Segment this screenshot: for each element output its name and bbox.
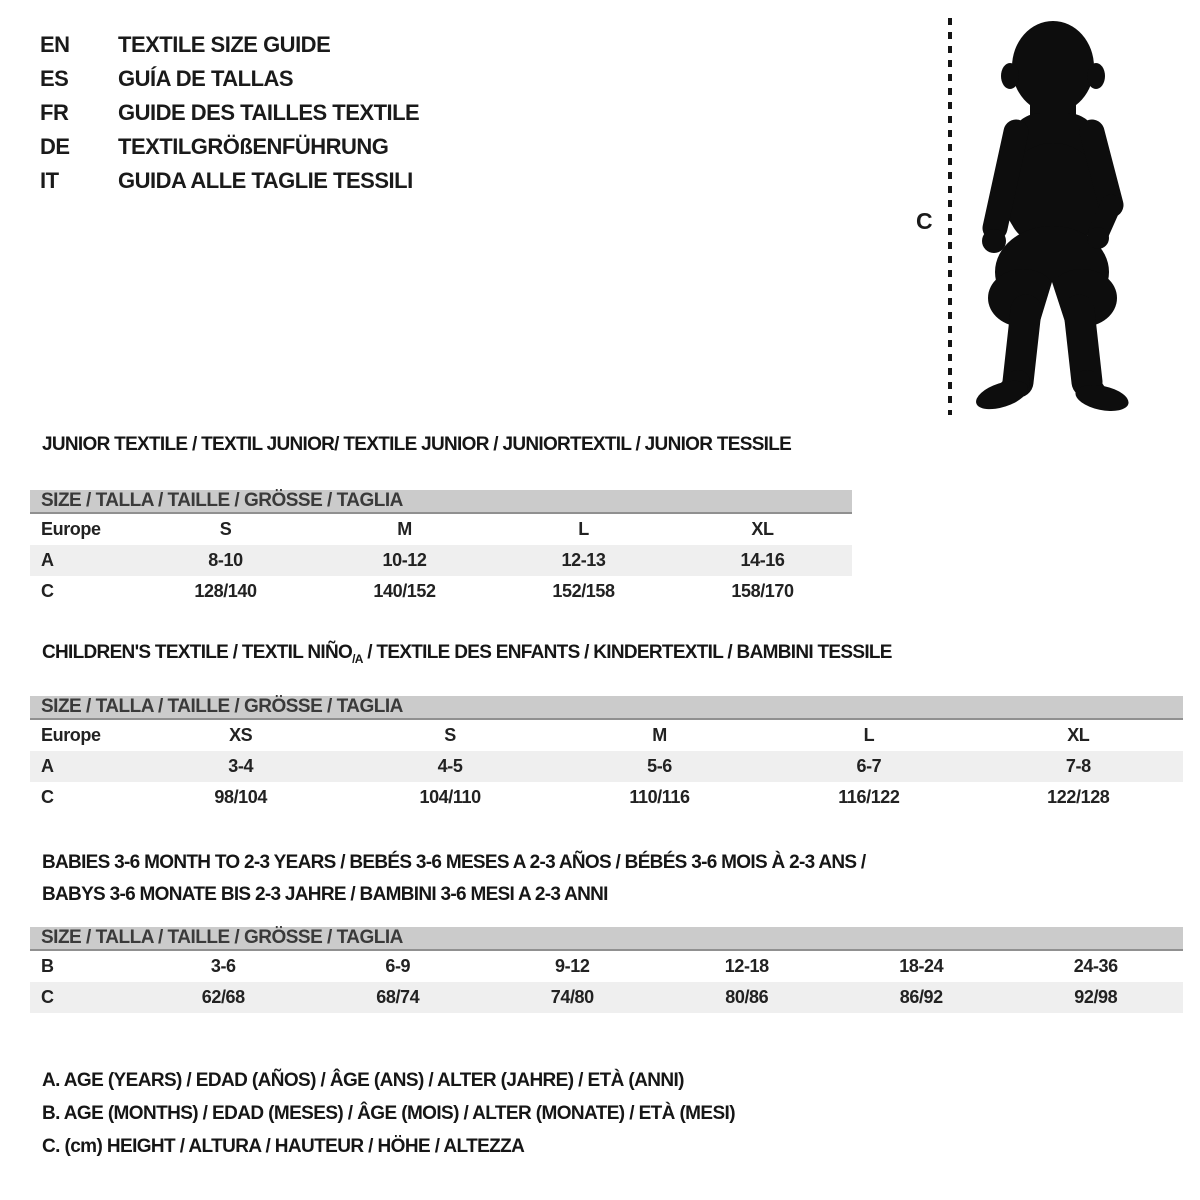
age-value: 14-16 — [740, 550, 785, 570]
size-value: XS — [229, 724, 253, 745]
height-value: 158/170 — [731, 581, 794, 601]
age-value: 7-8 — [1065, 755, 1091, 776]
section-title-junior: JUNIOR TEXTILE / TEXTIL JUNIOR/ TEXTILE JUNIOR / JUNIORTEXTIL / JUNIOR TESSILE — [42, 434, 792, 455]
months-value: 24-36 — [1073, 956, 1118, 976]
language-code: ES — [40, 66, 69, 91]
height-value: 80/86 — [725, 987, 769, 1007]
height-value: 104/110 — [419, 786, 481, 807]
guide-title-de: TEXTILGRÖßENFÜHRUNG — [118, 134, 389, 159]
months-value: 12-18 — [724, 956, 769, 976]
size-value: L — [863, 724, 875, 745]
size-header-label: SIZE / TALLA / TAILLE / GRÖSSE / TAGLIA — [41, 927, 403, 948]
section-title-children — [42, 641, 1183, 671]
age-value: 12-13 — [561, 550, 606, 570]
row-label: C — [41, 987, 54, 1007]
size-value: M — [652, 724, 667, 745]
size-value: L — [578, 519, 589, 539]
section-babies-textile — [30, 851, 1183, 1013]
table-row-age — [30, 545, 852, 576]
row-label: Europe — [41, 724, 101, 745]
guide-title-es: GUÍA DE TALLAS — [118, 66, 294, 91]
title-subscript: /A — [352, 651, 363, 666]
row-label: A — [41, 755, 54, 776]
age-value: 4-5 — [437, 755, 463, 776]
language-row-en — [40, 28, 419, 62]
language-row-de — [40, 130, 419, 164]
height-value: 68/74 — [376, 987, 420, 1007]
table-row-europe — [30, 720, 1183, 751]
section-children-textile — [30, 641, 1183, 813]
months-value: 18-24 — [899, 956, 944, 976]
row-label: C — [41, 786, 54, 807]
height-value: 110/116 — [629, 786, 690, 807]
size-value: S — [219, 519, 232, 539]
age-value: 10-12 — [382, 550, 427, 570]
age-value: 3-4 — [228, 755, 254, 776]
height-value: 98/104 — [214, 786, 268, 807]
legend-line-age-months: B. AGE (MONTHS) / EDAD (MESES) / ÂGE (MOIS) / ALTER (MONATE) / ETÀ (MESI) — [42, 1103, 735, 1124]
language-row-it — [40, 164, 419, 198]
legend-line-age-years: A. AGE (YEARS) / EDAD (AÑOS) / ÂGE (ANS) / ALTER (JAHRE) / ETÀ (ANNI) — [42, 1070, 684, 1091]
toddler-silhouette-image — [952, 10, 1152, 422]
title-line-2: BABYS 3-6 MONATE BIS 2-3 JAHRE / BAMBINI 3-6 MESI A 2-3 ANNI — [42, 884, 608, 905]
language-list — [40, 28, 419, 198]
height-value: 116/122 — [838, 786, 900, 807]
table-row-height — [30, 982, 1183, 1013]
age-value: 8-10 — [208, 550, 243, 570]
age-value: 5-6 — [647, 755, 672, 776]
guide-title-en: TEXTILE SIZE GUIDE — [118, 32, 331, 57]
row-label: Europe — [41, 519, 101, 539]
guide-title-fr: GUIDE DES TAILLES TEXTILE — [118, 100, 420, 125]
language-code: DE — [40, 134, 70, 159]
size-header-bar-babies — [30, 927, 1183, 951]
height-value: 152/158 — [552, 581, 615, 601]
age-value: 6-7 — [856, 755, 882, 776]
size-header-label: SIZE / TALLA / TAILLE / GRÖSSE / TAGLIA — [41, 695, 403, 717]
height-value: 86/92 — [899, 987, 943, 1007]
size-header-bar-junior — [30, 490, 852, 514]
height-measure-label: C — [916, 208, 933, 234]
height-value: 122/128 — [1047, 786, 1110, 807]
title-part: CHILDREN'S TEXTILE / TEXTIL NIÑO — [42, 642, 353, 663]
section-junior-textile — [30, 433, 852, 607]
row-label: B — [41, 956, 54, 976]
months-value: 3-6 — [210, 956, 236, 976]
row-label: C — [41, 581, 54, 601]
table-row-europe — [30, 514, 852, 545]
height-value: 128/140 — [194, 581, 257, 601]
height-value: 140/152 — [373, 581, 436, 601]
size-value: S — [444, 724, 456, 745]
title-part: / TEXTILE DES ENFANTS / KINDERTEXTIL / BAMBINI TESSILE — [362, 642, 892, 663]
size-header-bar-children — [30, 696, 1183, 720]
table-row-months — [30, 951, 1183, 982]
guide-title-it: GUIDA ALLE TAGLIE TESSILI — [118, 168, 413, 193]
months-value: 6-9 — [385, 956, 411, 976]
language-row-es — [40, 62, 419, 96]
section-title-babies — [42, 847, 1183, 911]
legend — [42, 1064, 735, 1163]
size-value: XL — [751, 519, 774, 539]
language-row-fr — [40, 96, 419, 130]
height-value: 92/98 — [1074, 987, 1118, 1007]
language-code: IT — [40, 168, 59, 193]
legend-line-height: C. (cm) HEIGHT / ALTURA / HAUTEUR / HÖHE / ALTEZZA — [42, 1136, 525, 1157]
size-value: M — [397, 519, 412, 539]
months-value: 9-12 — [555, 956, 590, 976]
language-code: EN — [40, 32, 70, 57]
size-header-label: SIZE / TALLA / TAILLE / GRÖSSE / TAGLIA — [41, 490, 403, 511]
height-value: 62/68 — [201, 987, 245, 1007]
row-label: A — [41, 550, 54, 570]
title-line-1: BABIES 3-6 MONTH TO 2-3 YEARS / BEBÉS 3-6 MESES A 2-3 AÑOS / BÉBÉS 3-6 MOIS À 2-3 ANS / — [42, 852, 866, 873]
size-value: XL — [1067, 724, 1090, 745]
table-row-height — [30, 576, 852, 607]
height-value: 74/80 — [550, 987, 594, 1007]
table-row-height — [30, 782, 1183, 813]
table-row-age — [30, 751, 1183, 782]
language-code: FR — [40, 100, 69, 125]
